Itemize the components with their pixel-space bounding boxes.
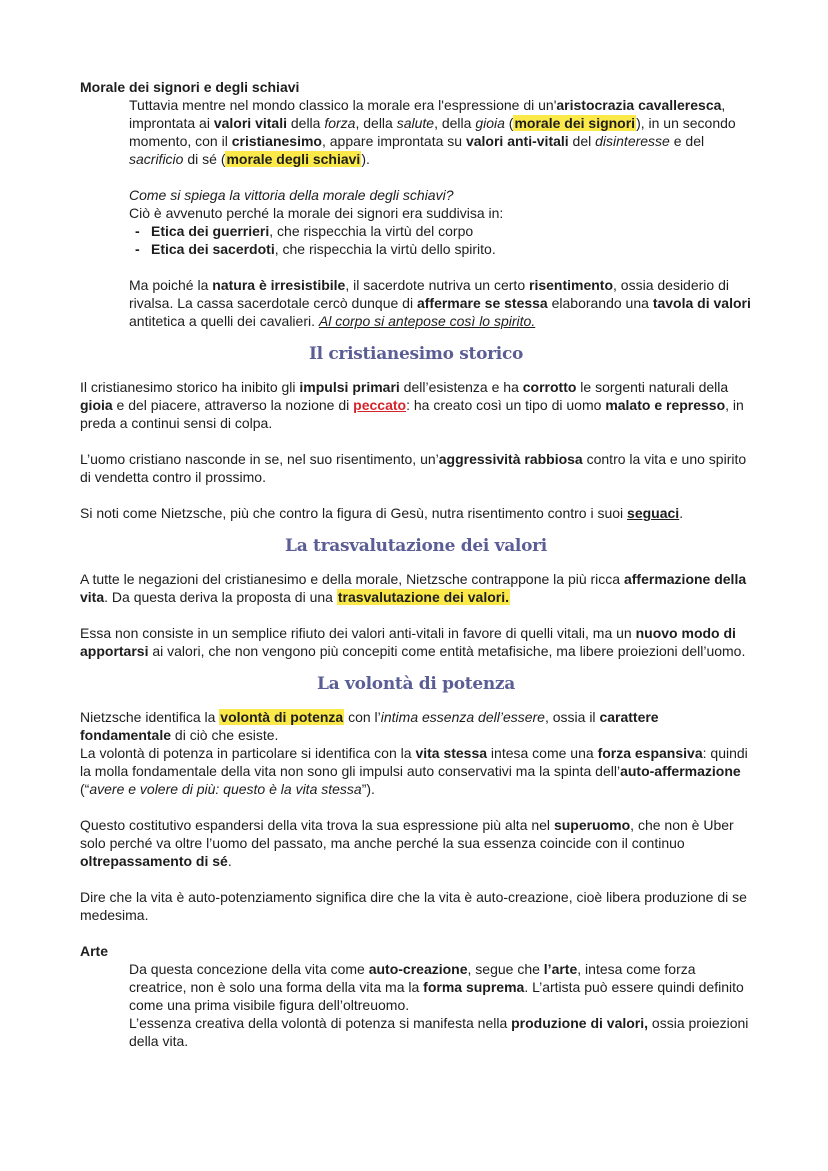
morale-paragraph-1: Tuttavia mentre nel mondo classico la morale era l'espressione di un'aristocrazia cavalleresca, improntata ai valori vitali della forza, della salute, della gioia (morale dei signori), in un secondo momento, con il cristianesimo, appare improntata su valori anti-vitali del disinteresse e del sacrificio di sé (morale degli schiavi).: [129, 97, 736, 167]
heading-cristianesimo: Il cristianesimo storico: [308, 344, 524, 364]
trasvalutazione-paragraph-2: Essa non consiste in un semplice rifiuto dei valori anti-vitali in favore di quelli vitali, ma un nuovo modo di apportarsi ai valori, che non vengono più concepiti come entità metafisiche, ma libere proiezioni dell’uomo.: [80, 625, 746, 659]
arte-title: Arte: [80, 943, 109, 959]
section-title-morale: Morale dei signori e degli schiavi: [80, 79, 300, 95]
highlight-morale-signori: morale dei signori: [514, 115, 636, 131]
heading-trasvalutazione: La trasvalutazione dei valori: [285, 536, 547, 556]
morale-paragraph-3: Ma poiché la natura è irresistibile, il sacerdote nutriva un certo risentimento, ossia desiderio di rivalsa. La cassa sacerdotale cercò dunque di affermare se stessa elaborando una tavola di valori antitetica a quelli dei cavalieri. Al corpo si antepose così lo spirito.: [129, 277, 751, 329]
list-item: - Etica dei guerrieri, che rispecchia la virtù del corpo: [135, 222, 752, 240]
peccato-word: peccato: [353, 397, 407, 413]
volonta-paragraph-1b: La volontà di potenza in particolare si identifica con la vita stessa intesa come una forza espansiva: quindi la molla fondamentale della vita non sono gli impulsi auto conservativi ma la spinta dell’auto-affermazione (“avere e volere di più: questo è la vita stessa”).: [80, 745, 748, 797]
trasvalutazione-paragraph-1: A tutte le negazioni del cristianesimo e della morale, Nietzsche contrappone la più ricca affermazione della vita. Da questa deriva la proposta di una trasvalutazione dei valori.: [80, 571, 747, 605]
highlight-morale-schiavi: morale degli schiavi: [226, 151, 361, 167]
cristianesimo-paragraph-1: Il cristianesimo storico ha inibito gli impulsi primari dell’esistenza e ha corrotto le sorgenti naturali della gioia e del piacere, attraverso la nozione di peccato: ha creato così un tipo di uomo malato e represso, in preda a continui sensi di colpa.: [80, 379, 744, 431]
highlight-trasvalutazione: trasvalutazione dei valori.: [337, 589, 509, 605]
ethics-list: [129, 222, 752, 258]
morale-block: [129, 96, 752, 330]
arte-block: [129, 960, 752, 1050]
highlight-volonta: volontà di potenza: [220, 709, 344, 725]
document-page: [80, 78, 752, 1050]
question-text: Come si spiega la vittoria della morale degli schiavi?: [129, 187, 454, 203]
volonta-paragraph-2: Questo costitutivo espandersi della vita trova la sua espressione più alta nel superuomo, che non è Uber solo perché va oltre l’uomo del passato, ma anche perché la sua essenza coincide con il continuo oltrepassamento di sé.: [80, 817, 734, 869]
arte-paragraph-2: L’essenza creativa della volontà di potenza si manifesta nella produzione di valori, ossia proiezioni della vita.: [129, 1015, 749, 1049]
volonta-paragraph-1: Nietzsche identifica la volontà di potenza con l’intima essenza dell’essere, ossia il carattere fondamentale di ciò che esiste.: [80, 709, 659, 743]
arte-paragraph-1: Da questa concezione della vita come auto-creazione, segue che l’arte, intesa come forza creatrice, non è solo una forma della vita ma la forma suprema. L’artista può essere quindi definito come una prima visibile figura dell’oltreuomo.: [129, 961, 744, 1013]
heading-volonta: La volontà di potenza: [317, 674, 515, 694]
cristianesimo-paragraph-3: Si noti come Nietzsche, più che contro la figura di Gesù, nutra risentimento contro i suoi seguaci.: [80, 505, 684, 521]
cristianesimo-paragraph-2: L’uomo cristiano nasconde in se, nel suo risentimento, un’aggressività rabbiosa contro la vita e uno spirito di vendetta contro il prossimo.: [80, 451, 747, 485]
list-item: - Etica dei sacerdoti, che rispecchia la virtù dello spirito.: [135, 240, 752, 258]
volonta-paragraph-3: Dire che la vita è auto-potenziamento significa dire che la vita è auto-creazione, cioè libera produzione di se medesima.: [80, 889, 747, 923]
answer-intro: Ciò è avvenuto perché la morale dei signori era suddivisa in:: [129, 205, 504, 221]
